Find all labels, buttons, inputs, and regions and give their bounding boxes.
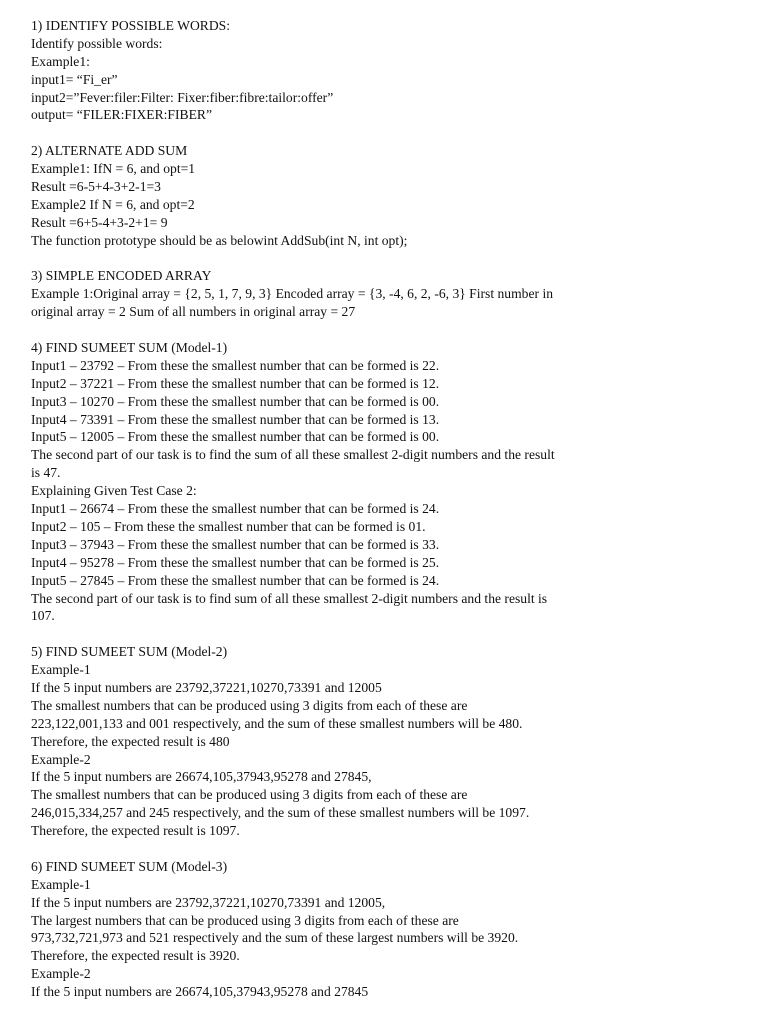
text-line: The function prototype should be as belowint AddSub(int N, int opt); <box>31 232 408 248</box>
section-find-sumeet-sum-model-2 <box>31 643 631 840</box>
text-line: Explaining Given Test Case 2: <box>31 483 197 499</box>
text-line: Result =6-5+4-3+2-1=3 <box>31 179 161 195</box>
text-line: Therefore, the expected result is 3920. <box>31 948 240 964</box>
text-line: original array = 2 Sum of all numbers in original array = 27 <box>31 304 356 320</box>
text-line: If the 5 input numbers are 26674,105,37943,95278 and 27845, <box>31 769 372 785</box>
section-heading: 4) FIND SUMEET SUM (Model-1) <box>31 340 228 356</box>
text-line: Identify possible words: <box>31 35 163 51</box>
text-line: is 47. <box>31 465 61 481</box>
section-heading: 3) SIMPLE ENCODED ARRAY <box>31 268 212 284</box>
text-line: 223,122,001,133 and 001 respectively, and the sum of these smallest numbers will be 480. <box>31 715 523 731</box>
text-line: output= “FILER:FIXER:FIBER” <box>31 107 212 123</box>
text-line: input2=”Fever:filer:Filter: Fixer:fiber:fibre:tailor:offer” <box>31 89 334 105</box>
text-line: The largest numbers that can be produced using 3 digits from each of these are <box>31 912 459 928</box>
text-line: If the 5 input numbers are 23792,37221,10270,73391 and 12005 <box>31 679 382 695</box>
text-line: Example-1 <box>31 876 91 892</box>
section-gap <box>31 250 631 268</box>
text-line: Example1: <box>31 53 90 69</box>
section-gap <box>31 124 631 142</box>
text-line: 973,732,721,973 and 521 respectively and the sum of these largest numbers will be 3920. <box>31 930 519 946</box>
text-line: Input1 – 26674 – From these the smallest number that can be formed is 24. <box>31 501 440 517</box>
text-line: Example-2 <box>31 966 91 982</box>
text-line: Example2 If N = 6, and opt=2 <box>31 196 195 212</box>
text-line: Input3 – 37943 – From these the smallest number that can be formed is 33. <box>31 536 440 552</box>
section-gap <box>31 840 631 858</box>
text-line: Example 1:Original array = {2, 5, 1, 7, 9, 3} Encoded array = {3, -4, 6, 2, -6, 3} First number in <box>31 286 554 302</box>
text-line: If the 5 input numbers are 23792,37221,10270,73391 and 12005, <box>31 894 386 910</box>
section-gap <box>31 625 631 643</box>
section-find-sumeet-sum-model-1 <box>31 339 631 625</box>
text-line: Example-2 <box>31 751 91 767</box>
text-line: Input3 – 10270 – From these the smallest number that can be formed is 00. <box>31 393 440 409</box>
text-line: Input4 – 73391 – From these the smallest number that can be formed is 13. <box>31 411 440 427</box>
text-line: Example1: IfN = 6, and opt=1 <box>31 161 196 177</box>
section-heading: 5) FIND SUMEET SUM (Model-2) <box>31 644 228 660</box>
text-line: Input5 – 12005 – From these the smallest number that can be formed is 00. <box>31 429 440 445</box>
text-line: Therefore, the expected result is 1097. <box>31 823 240 839</box>
text-line: If the 5 input numbers are 26674,105,37943,95278 and 27845 <box>31 984 369 1000</box>
document-page <box>31 17 631 1001</box>
section-heading: 2) ALTERNATE ADD SUM <box>31 143 188 159</box>
text-line: Result =6+5-4+3-2+1= 9 <box>31 214 168 230</box>
text-line: Input2 – 105 – From these the smallest number that can be formed is 01. <box>31 518 426 534</box>
section-heading: 1) IDENTIFY POSSIBLE WORDS: <box>31 18 231 33</box>
text-line: The smallest numbers that can be produced using 3 digits from each of these are <box>31 787 468 803</box>
text-line: 107. <box>31 608 55 624</box>
text-line: The second part of our task is to find sum of all these smallest 2-digit numbers and the result is <box>31 590 548 606</box>
text-line: Input2 – 37221 – From these the smallest number that can be formed is 12. <box>31 375 440 391</box>
section-find-sumeet-sum-model-3 <box>31 858 631 1001</box>
text-line: The second part of our task is to find the sum of all these smallest 2-digit numbers and the result <box>31 447 555 463</box>
section-gap <box>31 321 631 339</box>
text-line: The smallest numbers that can be produced using 3 digits from each of these are <box>31 697 468 713</box>
text-line: Input4 – 95278 – From these the smallest number that can be formed is 25. <box>31 554 440 570</box>
section-identify-possible-words <box>31 17 631 124</box>
text-line: Example-1 <box>31 662 91 678</box>
text-line: 246,015,334,257 and 245 respectively, and the sum of these smallest numbers will be 1097. <box>31 805 530 821</box>
text-line: Input5 – 27845 – From these the smallest number that can be formed is 24. <box>31 572 440 588</box>
text-line: Therefore, the expected result is 480 <box>31 733 230 749</box>
section-simple-encoded-array <box>31 267 631 321</box>
section-heading: 6) FIND SUMEET SUM (Model-3) <box>31 858 228 874</box>
section-alternate-add-sum <box>31 142 631 249</box>
text-line: input1= “Fi_er” <box>31 71 118 87</box>
text-line: Input1 – 23792 – From these the smallest number that can be formed is 22. <box>31 357 440 373</box>
